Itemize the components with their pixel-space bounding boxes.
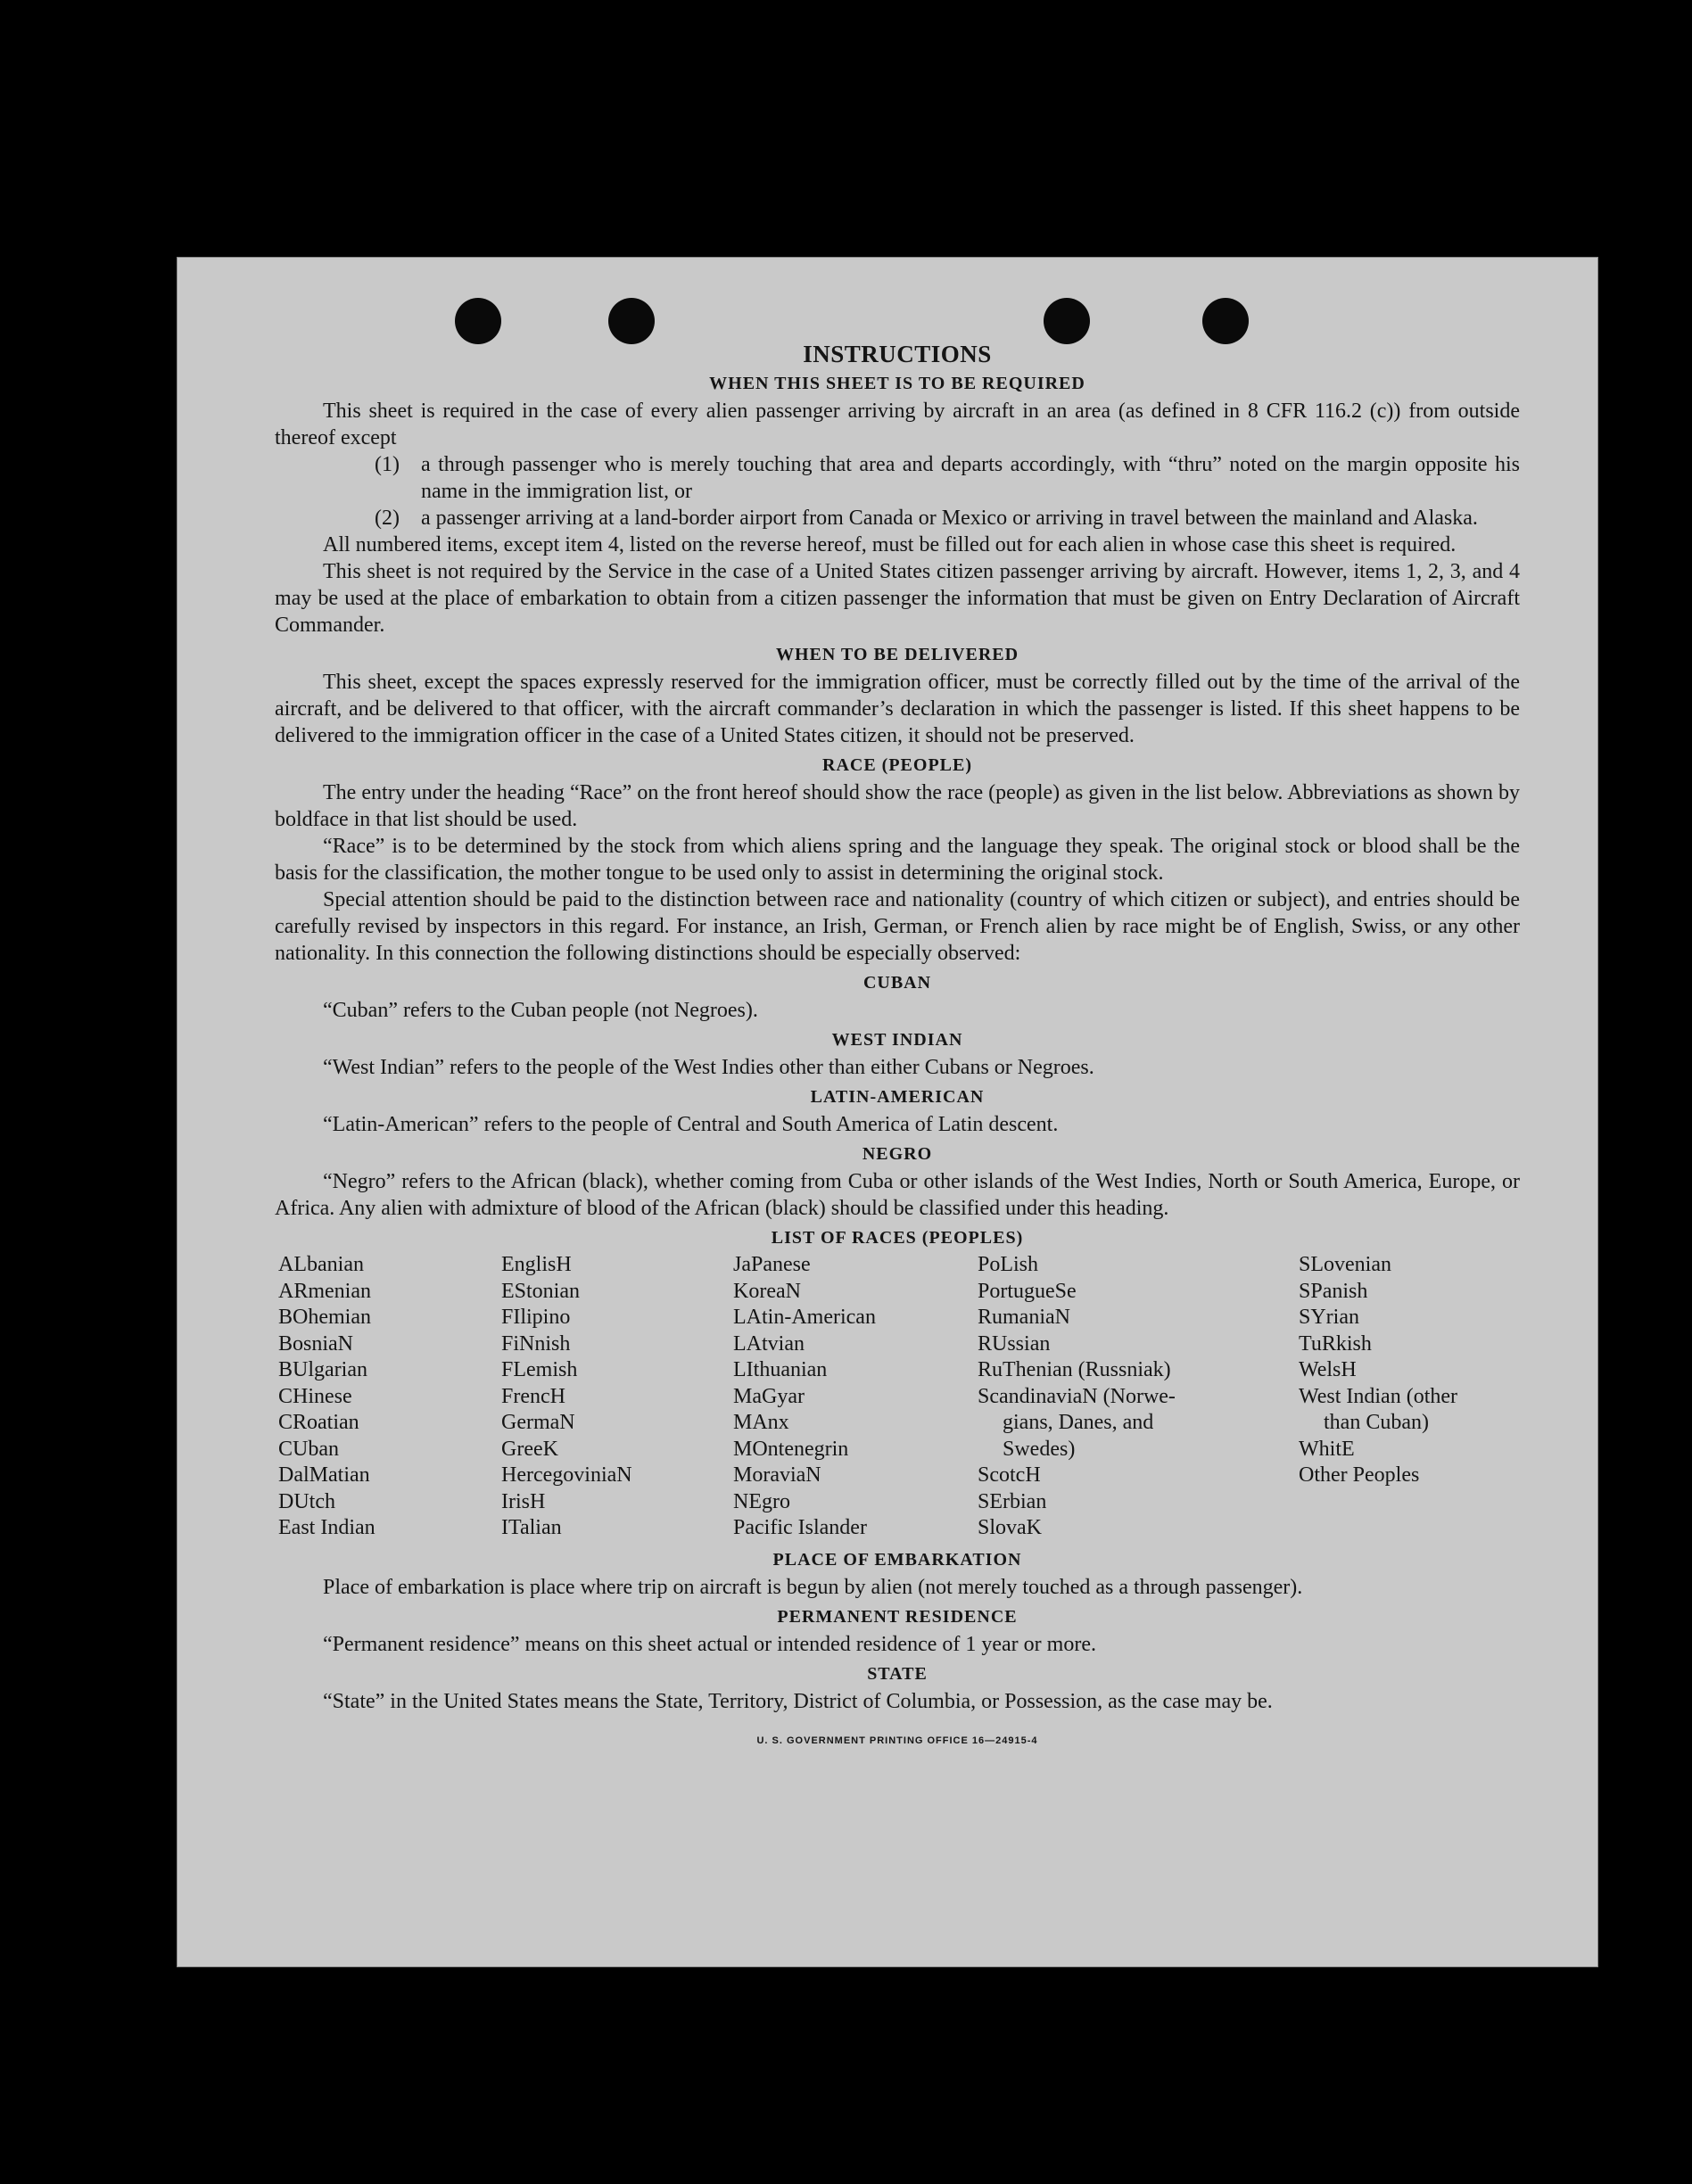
race-item: SErbian	[978, 1489, 1047, 1513]
heading-state: STATE	[867, 1663, 928, 1684]
heading-list-of-races: LIST OF RACES (PEOPLES)	[771, 1228, 1024, 1248]
paragraph: “Cuban” refers to the Cuban people (not Negroes).	[323, 999, 758, 1022]
paragraph: Place of embarkation is place where trip on aircraft is begun by alien (not merely touched as a through passenger).	[323, 1575, 1303, 1599]
race-item: TuRkish	[1299, 1331, 1372, 1356]
paragraph: “West Indian” refers to the people of the West Indies other than either Cubans or Negroes.	[323, 1056, 1094, 1079]
race-item: MOntenegrin	[733, 1437, 849, 1461]
race-item: ALbanian	[278, 1253, 364, 1276]
list-item	[375, 451, 1520, 505]
paragraph: “State” in the United States means the State, Territory, District of Columbia, or Possession, as the case may be.	[323, 1689, 1273, 1713]
punch-hole	[608, 298, 655, 344]
race-item: ITalian	[501, 1516, 562, 1539]
races-column	[733, 1252, 978, 1542]
race-item: SLovenian	[1299, 1253, 1391, 1276]
paragraph: This sheet is not required by the Service in the case of a United States citizen passenger arriving by aircraft. However, items 1, 2, 3, and 4 may be used at the place of embarkation to obtain from a citizen passenger the information that must be given on Entry Declaration of Aircraft Commander.	[275, 560, 1520, 637]
punch-hole	[1202, 298, 1249, 344]
race-item: JaPanese	[733, 1253, 811, 1276]
race-item: EStonian	[501, 1279, 580, 1303]
race-item-continued: than Cuban)	[1324, 1411, 1429, 1434]
paragraph: This sheet is required in the case of every alien passenger arriving by aircraft in an area (as defined in 8 CFR 116.2 (c)) from outside thereof except	[275, 400, 1520, 449]
race-item: WhitE	[1299, 1437, 1355, 1461]
race-item: RuThenian (Russniak)	[978, 1358, 1171, 1381]
race-item: MaGyar	[733, 1384, 805, 1408]
race-item: EnglisH	[501, 1253, 572, 1276]
heading-race: RACE (PEOPLE)	[822, 755, 972, 775]
race-item: West Indian (other	[1299, 1384, 1458, 1408]
races-list	[278, 1252, 1520, 1542]
race-item: NEgro	[733, 1489, 790, 1513]
race-item: WelsH	[1299, 1358, 1357, 1381]
race-item: East Indian	[278, 1516, 376, 1539]
race-item: RUssian	[978, 1331, 1051, 1356]
race-item: BUlgarian	[278, 1358, 367, 1381]
races-column	[501, 1252, 733, 1542]
race-item: SPanish	[1299, 1279, 1368, 1303]
race-item: LAtvian	[733, 1331, 805, 1356]
race-item: FiNnish	[501, 1331, 571, 1356]
race-item-continued: Swedes)	[1003, 1437, 1076, 1461]
race-item: BosniaN	[278, 1331, 353, 1356]
heading-west-indian: WEST INDIAN	[831, 1030, 963, 1050]
race-item: CUban	[278, 1437, 339, 1461]
item-text: a through passenger who is merely touching that area and departs accordingly, with “thru” noted on the margin opposite his name in the immigration list, or	[421, 453, 1520, 503]
races-column	[978, 1252, 1299, 1542]
heading-when-delivered: WHEN TO BE DELIVERED	[775, 645, 1019, 664]
heading-latin-american: LATIN-AMERICAN	[810, 1087, 985, 1107]
race-item: GreeK	[501, 1437, 558, 1461]
race-item: FrencH	[501, 1384, 565, 1408]
race-item: ScandinaviaN (Norwe-	[978, 1384, 1176, 1408]
race-item: RumaniaN	[978, 1306, 1070, 1329]
item-text: a passenger arriving at a land-border airport from Canada or Mexico or arriving in travel between the mainland and Alaska.	[421, 507, 1478, 530]
race-item: GermaN	[501, 1411, 575, 1434]
race-item: DUtch	[278, 1489, 335, 1513]
race-item: KoreaN	[733, 1279, 801, 1303]
race-item: Pacific Islander	[733, 1516, 867, 1539]
printer-imprint: U. S. GOVERNMENT PRINTING OFFICE 16—24915-4	[756, 1735, 1038, 1746]
heading-cuban: CUBAN	[863, 973, 932, 993]
race-item: MoraviaN	[733, 1463, 821, 1487]
heading-when-required: WHEN THIS SHEET IS TO BE REQUIRED	[709, 374, 1085, 393]
paragraph: All numbered items, except item 4, listed on the reverse hereof, must be filled out for each alien in whose case this sheet is required.	[323, 533, 1457, 556]
race-item: PoLish	[978, 1253, 1039, 1276]
race-item: MAnx	[733, 1411, 789, 1434]
race-item: SYrian	[1299, 1306, 1359, 1329]
race-item: DalMatian	[278, 1463, 370, 1487]
paragraph: “Permanent residence” means on this sheet actual or intended residence of 1 year or more.	[323, 1632, 1096, 1656]
race-item: Other Peoples	[1299, 1463, 1420, 1487]
race-item: ARmenian	[278, 1279, 371, 1303]
paragraph: “Negro” refers to the African (black), whether coming from Cuba or other islands of the West Indies, North or South America, Europe, or Africa. Any alien with admixture of blood of the African (black) should be classified under this heading.	[275, 1170, 1520, 1220]
item-number: (1)	[375, 453, 400, 476]
instructions-content	[275, 341, 1520, 1754]
document-sheet	[177, 257, 1598, 1967]
race-item: FLemish	[501, 1358, 578, 1381]
race-item: ScotcH	[978, 1463, 1041, 1487]
page-title: INSTRUCTIONS	[803, 341, 992, 367]
race-item: SlovaK	[978, 1516, 1042, 1539]
race-item: PortugueSe	[978, 1279, 1077, 1303]
punch-hole	[1044, 298, 1090, 344]
heading-permanent-residence: PERMANENT RESIDENCE	[777, 1606, 1018, 1627]
paragraph: Special attention should be paid to the distinction between race and nationality (country of which citizen or subject), and entries should be carefully revised by inspectors in this regard. For instance, an Irish, German, or French alien by race might be of English, Swiss, or any other nationality. In this connection the following distinctions should be especially observed:	[275, 888, 1520, 965]
race-item: CHinese	[278, 1384, 352, 1408]
paragraph: “Latin-American” refers to the people of Central and South America of Latin descent.	[323, 1113, 1059, 1136]
heading-place-of-embarkation: PLACE OF EMBARKATION	[772, 1549, 1022, 1570]
race-item: BOhemian	[278, 1306, 371, 1329]
paragraph: The entry under the heading “Race” on the front hereof should show the race (people) as given in the list below. Abbreviations as shown by boldface in that list should be used.	[275, 781, 1520, 831]
heading-negro: NEGRO	[862, 1144, 933, 1164]
paragraph: “Race” is to be determined by the stock from which aliens spring and the language they speak. The original stock or blood shall be the basis for the classification, the mother tongue to be used only to assist in determining the original stock.	[275, 835, 1520, 885]
list-item	[375, 505, 1520, 532]
race-item: IrisH	[501, 1489, 546, 1513]
races-column	[1299, 1252, 1523, 1542]
race-item: FIlipino	[501, 1306, 571, 1329]
race-item: LIthuanian	[733, 1358, 828, 1381]
item-number: (2)	[375, 507, 400, 530]
paragraph: This sheet, except the spaces expressly reserved for the immigration officer, must be correctly filled out by the time of the arrival of the aircraft, and be delivered to that officer, with the aircraft commander’s declaration in which the passenger is listed. If this sheet happens to be delivered to the immigration officer in the case of a United States citizen, it should not be preserved.	[275, 671, 1520, 747]
race-item: HercegoviniaN	[501, 1463, 632, 1487]
punch-hole	[455, 298, 501, 344]
race-item: LAtin-American	[733, 1306, 876, 1329]
races-column	[278, 1252, 501, 1542]
race-item-continued: gians, Danes, and	[1003, 1411, 1154, 1434]
race-item: CRoatian	[278, 1411, 359, 1434]
